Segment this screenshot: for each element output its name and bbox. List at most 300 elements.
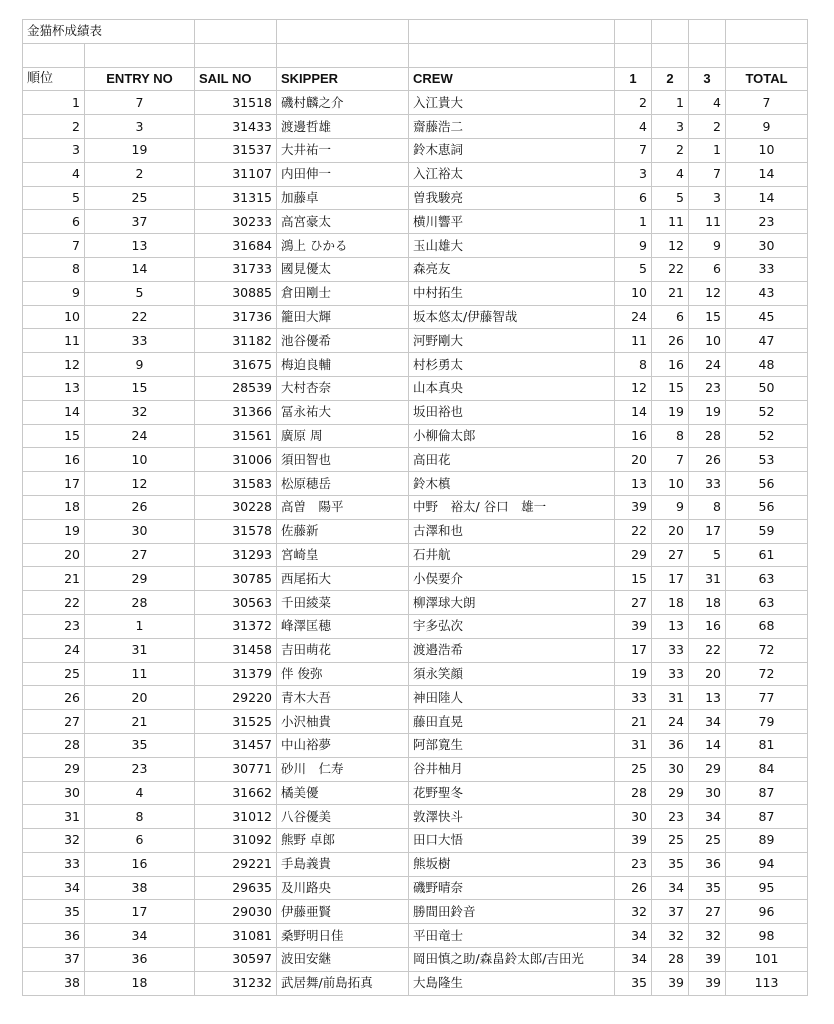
crew-cell[interactable]: 高田花 (409, 448, 615, 472)
skipper-cell[interactable]: 高宮豪太 (277, 210, 409, 234)
race-2-cell[interactable]: 37 (652, 900, 689, 924)
total-cell[interactable]: 14 (726, 186, 808, 210)
race-1-cell[interactable]: 34 (615, 948, 652, 972)
header-rank[interactable]: 順位 (23, 67, 85, 91)
total-cell[interactable]: 61 (726, 543, 808, 567)
race-1-cell[interactable]: 35 (615, 971, 652, 995)
race-2-cell[interactable]: 18 (652, 591, 689, 615)
race-3-cell[interactable]: 19 (689, 400, 726, 424)
crew-cell[interactable]: 小俣要介 (409, 567, 615, 591)
skipper-cell[interactable]: 須田智也 (277, 448, 409, 472)
entry-no-cell[interactable]: 1 (85, 614, 195, 638)
entry-no-cell[interactable]: 5 (85, 281, 195, 305)
race-3-cell[interactable]: 14 (689, 733, 726, 757)
skipper-cell[interactable]: 西尾拓大 (277, 567, 409, 591)
race-3-cell[interactable]: 17 (689, 519, 726, 543)
total-cell[interactable]: 87 (726, 805, 808, 829)
crew-cell[interactable]: 田口大悟 (409, 829, 615, 853)
total-cell[interactable]: 52 (726, 424, 808, 448)
race-2-cell[interactable]: 28 (652, 948, 689, 972)
race-2-cell[interactable]: 9 (652, 495, 689, 519)
crew-cell[interactable]: 坂田裕也 (409, 400, 615, 424)
sail-no-cell[interactable]: 31457 (195, 733, 277, 757)
sail-no-cell[interactable]: 31733 (195, 257, 277, 281)
race-2-cell[interactable]: 35 (652, 852, 689, 876)
total-cell[interactable]: 45 (726, 305, 808, 329)
crew-cell[interactable]: 坂本悠太/伊藤智哉 (409, 305, 615, 329)
race-3-cell[interactable]: 3 (689, 186, 726, 210)
sail-no-cell[interactable]: 31458 (195, 638, 277, 662)
race-3-cell[interactable]: 18 (689, 591, 726, 615)
race-1-cell[interactable]: 32 (615, 900, 652, 924)
race-1-cell[interactable]: 33 (615, 686, 652, 710)
empty-cell[interactable] (195, 43, 277, 67)
header-race-3[interactable]: 3 (689, 67, 726, 91)
race-1-cell[interactable]: 3 (615, 162, 652, 186)
header-race-1[interactable]: 1 (615, 67, 652, 91)
total-cell[interactable]: 56 (726, 472, 808, 496)
race-1-cell[interactable]: 30 (615, 805, 652, 829)
sail-no-cell[interactable]: 31293 (195, 543, 277, 567)
entry-no-cell[interactable]: 35 (85, 733, 195, 757)
sail-no-cell[interactable]: 31232 (195, 971, 277, 995)
empty-cell[interactable] (689, 20, 726, 44)
race-1-cell[interactable]: 21 (615, 710, 652, 734)
crew-cell[interactable]: 玉山雄大 (409, 234, 615, 258)
sail-no-cell[interactable]: 31315 (195, 186, 277, 210)
race-2-cell[interactable]: 36 (652, 733, 689, 757)
total-cell[interactable]: 59 (726, 519, 808, 543)
crew-cell[interactable]: 平田竜士 (409, 924, 615, 948)
header-total[interactable]: TOTAL (726, 67, 808, 91)
race-1-cell[interactable]: 27 (615, 591, 652, 615)
race-1-cell[interactable]: 39 (615, 614, 652, 638)
race-3-cell[interactable]: 34 (689, 710, 726, 734)
sail-no-cell[interactable]: 31012 (195, 805, 277, 829)
entry-no-cell[interactable]: 18 (85, 971, 195, 995)
rank-cell[interactable]: 17 (23, 472, 85, 496)
rank-cell[interactable]: 36 (23, 924, 85, 948)
race-3-cell[interactable]: 11 (689, 210, 726, 234)
sail-no-cell[interactable]: 30597 (195, 948, 277, 972)
sail-no-cell[interactable]: 31736 (195, 305, 277, 329)
rank-cell[interactable]: 20 (23, 543, 85, 567)
sail-no-cell[interactable]: 31583 (195, 472, 277, 496)
sail-no-cell[interactable]: 31081 (195, 924, 277, 948)
empty-cell[interactable] (726, 20, 808, 44)
header-crew[interactable]: CREW (409, 67, 615, 91)
rank-cell[interactable]: 6 (23, 210, 85, 234)
crew-cell[interactable]: 山本真央 (409, 376, 615, 400)
race-3-cell[interactable]: 2 (689, 115, 726, 139)
rank-cell[interactable]: 2 (23, 115, 85, 139)
sail-no-cell[interactable]: 31182 (195, 329, 277, 353)
crew-cell[interactable]: 藤田直晃 (409, 710, 615, 734)
entry-no-cell[interactable]: 26 (85, 495, 195, 519)
crew-cell[interactable]: 大島隆生 (409, 971, 615, 995)
total-cell[interactable]: 48 (726, 353, 808, 377)
skipper-cell[interactable]: 小沢柚貴 (277, 710, 409, 734)
total-cell[interactable]: 7 (726, 91, 808, 115)
sheet-title[interactable]: 金猫杯成績表 (23, 20, 195, 44)
crew-cell[interactable]: 須永笑顔 (409, 662, 615, 686)
skipper-cell[interactable]: 千田綾菜 (277, 591, 409, 615)
skipper-cell[interactable]: 池谷優希 (277, 329, 409, 353)
crew-cell[interactable]: 中村拓生 (409, 281, 615, 305)
skipper-cell[interactable]: 砂川 仁寿 (277, 757, 409, 781)
entry-no-cell[interactable]: 23 (85, 757, 195, 781)
rank-cell[interactable]: 35 (23, 900, 85, 924)
empty-cell[interactable] (689, 43, 726, 67)
entry-no-cell[interactable]: 32 (85, 400, 195, 424)
entry-no-cell[interactable]: 22 (85, 305, 195, 329)
race-2-cell[interactable]: 22 (652, 257, 689, 281)
sail-no-cell[interactable]: 31379 (195, 662, 277, 686)
crew-cell[interactable]: 磯野晴奈 (409, 876, 615, 900)
rank-cell[interactable]: 31 (23, 805, 85, 829)
rank-cell[interactable]: 30 (23, 781, 85, 805)
entry-no-cell[interactable]: 24 (85, 424, 195, 448)
race-2-cell[interactable]: 21 (652, 281, 689, 305)
total-cell[interactable]: 68 (726, 614, 808, 638)
total-cell[interactable]: 47 (726, 329, 808, 353)
rank-cell[interactable]: 23 (23, 614, 85, 638)
total-cell[interactable]: 101 (726, 948, 808, 972)
empty-cell[interactable] (85, 43, 195, 67)
race-2-cell[interactable]: 20 (652, 519, 689, 543)
rank-cell[interactable]: 34 (23, 876, 85, 900)
sail-no-cell[interactable]: 28539 (195, 376, 277, 400)
crew-cell[interactable]: 鈴木槙 (409, 472, 615, 496)
skipper-cell[interactable]: 波田安継 (277, 948, 409, 972)
skipper-cell[interactable]: 國見優太 (277, 257, 409, 281)
rank-cell[interactable]: 3 (23, 138, 85, 162)
entry-no-cell[interactable]: 27 (85, 543, 195, 567)
total-cell[interactable]: 14 (726, 162, 808, 186)
race-2-cell[interactable]: 13 (652, 614, 689, 638)
total-cell[interactable]: 63 (726, 591, 808, 615)
skipper-cell[interactable]: 籠田大輝 (277, 305, 409, 329)
race-3-cell[interactable]: 16 (689, 614, 726, 638)
skipper-cell[interactable]: 内田伸一 (277, 162, 409, 186)
empty-cell[interactable] (277, 20, 409, 44)
race-3-cell[interactable]: 4 (689, 91, 726, 115)
race-3-cell[interactable]: 39 (689, 971, 726, 995)
crew-cell[interactable]: 石井航 (409, 543, 615, 567)
rank-cell[interactable]: 12 (23, 353, 85, 377)
race-2-cell[interactable]: 7 (652, 448, 689, 472)
sail-no-cell[interactable]: 31092 (195, 829, 277, 853)
race-1-cell[interactable]: 1 (615, 210, 652, 234)
race-1-cell[interactable]: 26 (615, 876, 652, 900)
rank-cell[interactable]: 5 (23, 186, 85, 210)
race-2-cell[interactable]: 8 (652, 424, 689, 448)
rank-cell[interactable]: 29 (23, 757, 85, 781)
total-cell[interactable]: 87 (726, 781, 808, 805)
total-cell[interactable]: 79 (726, 710, 808, 734)
rank-cell[interactable]: 38 (23, 971, 85, 995)
crew-cell[interactable]: 小柳倫太郎 (409, 424, 615, 448)
race-1-cell[interactable]: 17 (615, 638, 652, 662)
rank-cell[interactable]: 10 (23, 305, 85, 329)
sail-no-cell[interactable]: 31537 (195, 138, 277, 162)
sail-no-cell[interactable]: 30563 (195, 591, 277, 615)
race-1-cell[interactable]: 19 (615, 662, 652, 686)
total-cell[interactable]: 94 (726, 852, 808, 876)
rank-cell[interactable]: 21 (23, 567, 85, 591)
crew-cell[interactable]: 柳澤球大朗 (409, 591, 615, 615)
crew-cell[interactable]: 岡田慎之助/森畠鈴太郎/吉田光 (409, 948, 615, 972)
rank-cell[interactable]: 9 (23, 281, 85, 305)
rank-cell[interactable]: 16 (23, 448, 85, 472)
entry-no-cell[interactable]: 6 (85, 829, 195, 853)
header-skipper[interactable]: SKIPPER (277, 67, 409, 91)
race-2-cell[interactable]: 26 (652, 329, 689, 353)
race-1-cell[interactable]: 20 (615, 448, 652, 472)
race-3-cell[interactable]: 5 (689, 543, 726, 567)
race-2-cell[interactable]: 1 (652, 91, 689, 115)
rank-cell[interactable]: 19 (23, 519, 85, 543)
total-cell[interactable]: 9 (726, 115, 808, 139)
rank-cell[interactable]: 15 (23, 424, 85, 448)
total-cell[interactable]: 98 (726, 924, 808, 948)
total-cell[interactable]: 81 (726, 733, 808, 757)
race-3-cell[interactable]: 31 (689, 567, 726, 591)
race-1-cell[interactable]: 15 (615, 567, 652, 591)
skipper-cell[interactable]: 峰澤匡穂 (277, 614, 409, 638)
sail-no-cell[interactable]: 29030 (195, 900, 277, 924)
race-2-cell[interactable]: 39 (652, 971, 689, 995)
race-3-cell[interactable]: 36 (689, 852, 726, 876)
race-1-cell[interactable]: 16 (615, 424, 652, 448)
race-1-cell[interactable]: 11 (615, 329, 652, 353)
sail-no-cell[interactable]: 31372 (195, 614, 277, 638)
empty-cell[interactable] (23, 43, 85, 67)
race-3-cell[interactable]: 35 (689, 876, 726, 900)
race-1-cell[interactable]: 10 (615, 281, 652, 305)
crew-cell[interactable]: 河野剛大 (409, 329, 615, 353)
entry-no-cell[interactable]: 37 (85, 210, 195, 234)
race-3-cell[interactable]: 39 (689, 948, 726, 972)
sail-no-cell[interactable]: 30228 (195, 495, 277, 519)
race-3-cell[interactable]: 30 (689, 781, 726, 805)
race-3-cell[interactable]: 12 (689, 281, 726, 305)
entry-no-cell[interactable]: 30 (85, 519, 195, 543)
race-2-cell[interactable]: 2 (652, 138, 689, 162)
race-1-cell[interactable]: 23 (615, 852, 652, 876)
race-1-cell[interactable]: 6 (615, 186, 652, 210)
skipper-cell[interactable]: 吉田萌花 (277, 638, 409, 662)
entry-no-cell[interactable]: 38 (85, 876, 195, 900)
total-cell[interactable]: 77 (726, 686, 808, 710)
rank-cell[interactable]: 33 (23, 852, 85, 876)
skipper-cell[interactable]: 加藤卓 (277, 186, 409, 210)
entry-no-cell[interactable]: 4 (85, 781, 195, 805)
sail-no-cell[interactable]: 31107 (195, 162, 277, 186)
race-3-cell[interactable]: 23 (689, 376, 726, 400)
skipper-cell[interactable]: 倉田剛士 (277, 281, 409, 305)
sail-no-cell[interactable]: 31433 (195, 115, 277, 139)
entry-no-cell[interactable]: 13 (85, 234, 195, 258)
entry-no-cell[interactable]: 19 (85, 138, 195, 162)
race-3-cell[interactable]: 33 (689, 472, 726, 496)
race-3-cell[interactable]: 1 (689, 138, 726, 162)
crew-cell[interactable]: 森亮友 (409, 257, 615, 281)
race-1-cell[interactable]: 28 (615, 781, 652, 805)
empty-cell[interactable] (195, 20, 277, 44)
sail-no-cell[interactable]: 31578 (195, 519, 277, 543)
total-cell[interactable]: 72 (726, 638, 808, 662)
rank-cell[interactable]: 26 (23, 686, 85, 710)
skipper-cell[interactable]: 熊野 卓郎 (277, 829, 409, 853)
race-2-cell[interactable]: 30 (652, 757, 689, 781)
race-1-cell[interactable]: 24 (615, 305, 652, 329)
race-2-cell[interactable]: 29 (652, 781, 689, 805)
crew-cell[interactable]: 村杉勇太 (409, 353, 615, 377)
race-2-cell[interactable]: 11 (652, 210, 689, 234)
total-cell[interactable]: 63 (726, 567, 808, 591)
crew-cell[interactable]: 阿部寛生 (409, 733, 615, 757)
header-sail-no[interactable]: SAIL NO (195, 67, 277, 91)
crew-cell[interactable]: 中野 裕太/ 谷口 雄一 (409, 495, 615, 519)
empty-cell[interactable] (615, 20, 652, 44)
skipper-cell[interactable]: 渡邊哲雄 (277, 115, 409, 139)
entry-no-cell[interactable]: 7 (85, 91, 195, 115)
crew-cell[interactable]: 渡邉浩希 (409, 638, 615, 662)
skipper-cell[interactable]: 八谷優美 (277, 805, 409, 829)
sail-no-cell[interactable]: 30771 (195, 757, 277, 781)
race-2-cell[interactable]: 24 (652, 710, 689, 734)
rank-cell[interactable]: 25 (23, 662, 85, 686)
race-3-cell[interactable]: 34 (689, 805, 726, 829)
rank-cell[interactable]: 13 (23, 376, 85, 400)
race-1-cell[interactable]: 34 (615, 924, 652, 948)
entry-no-cell[interactable]: 17 (85, 900, 195, 924)
entry-no-cell[interactable]: 20 (85, 686, 195, 710)
entry-no-cell[interactable]: 15 (85, 376, 195, 400)
sail-no-cell[interactable]: 31684 (195, 234, 277, 258)
skipper-cell[interactable]: 桑野明日佳 (277, 924, 409, 948)
race-3-cell[interactable]: 22 (689, 638, 726, 662)
crew-cell[interactable]: 宇多弘次 (409, 614, 615, 638)
race-3-cell[interactable]: 27 (689, 900, 726, 924)
entry-no-cell[interactable]: 9 (85, 353, 195, 377)
race-2-cell[interactable]: 15 (652, 376, 689, 400)
entry-no-cell[interactable]: 36 (85, 948, 195, 972)
skipper-cell[interactable]: 高曽 陽平 (277, 495, 409, 519)
race-1-cell[interactable]: 22 (615, 519, 652, 543)
entry-no-cell[interactable]: 8 (85, 805, 195, 829)
race-1-cell[interactable]: 5 (615, 257, 652, 281)
skipper-cell[interactable]: 大井祐一 (277, 138, 409, 162)
entry-no-cell[interactable]: 14 (85, 257, 195, 281)
race-1-cell[interactable]: 25 (615, 757, 652, 781)
crew-cell[interactable]: 入江貴大 (409, 91, 615, 115)
race-2-cell[interactable]: 17 (652, 567, 689, 591)
race-2-cell[interactable]: 19 (652, 400, 689, 424)
total-cell[interactable]: 23 (726, 210, 808, 234)
rank-cell[interactable]: 1 (23, 91, 85, 115)
race-3-cell[interactable]: 24 (689, 353, 726, 377)
total-cell[interactable]: 89 (726, 829, 808, 853)
rank-cell[interactable]: 37 (23, 948, 85, 972)
rank-cell[interactable]: 14 (23, 400, 85, 424)
crew-cell[interactable]: 鈴木恵詞 (409, 138, 615, 162)
race-2-cell[interactable]: 27 (652, 543, 689, 567)
crew-cell[interactable]: 花野聖冬 (409, 781, 615, 805)
sail-no-cell[interactable]: 30785 (195, 567, 277, 591)
skipper-cell[interactable]: 青木大吾 (277, 686, 409, 710)
empty-cell[interactable] (409, 43, 615, 67)
empty-cell[interactable] (409, 20, 615, 44)
race-2-cell[interactable]: 6 (652, 305, 689, 329)
total-cell[interactable]: 43 (726, 281, 808, 305)
skipper-cell[interactable]: 冨永祐大 (277, 400, 409, 424)
empty-cell[interactable] (277, 43, 409, 67)
race-1-cell[interactable]: 9 (615, 234, 652, 258)
entry-no-cell[interactable]: 10 (85, 448, 195, 472)
race-2-cell[interactable]: 12 (652, 234, 689, 258)
race-1-cell[interactable]: 14 (615, 400, 652, 424)
rank-cell[interactable]: 27 (23, 710, 85, 734)
race-2-cell[interactable]: 3 (652, 115, 689, 139)
skipper-cell[interactable]: 松原穂岳 (277, 472, 409, 496)
entry-no-cell[interactable]: 12 (85, 472, 195, 496)
race-1-cell[interactable]: 39 (615, 829, 652, 853)
crew-cell[interactable]: 曽我駿亮 (409, 186, 615, 210)
sail-no-cell[interactable]: 29221 (195, 852, 277, 876)
rank-cell[interactable]: 24 (23, 638, 85, 662)
total-cell[interactable]: 53 (726, 448, 808, 472)
sail-no-cell[interactable]: 30885 (195, 281, 277, 305)
entry-no-cell[interactable]: 16 (85, 852, 195, 876)
race-1-cell[interactable]: 29 (615, 543, 652, 567)
race-1-cell[interactable]: 4 (615, 115, 652, 139)
rank-cell[interactable]: 18 (23, 495, 85, 519)
race-2-cell[interactable]: 25 (652, 829, 689, 853)
race-3-cell[interactable]: 9 (689, 234, 726, 258)
race-2-cell[interactable]: 4 (652, 162, 689, 186)
rank-cell[interactable]: 32 (23, 829, 85, 853)
skipper-cell[interactable]: 橘美優 (277, 781, 409, 805)
race-2-cell[interactable]: 10 (652, 472, 689, 496)
race-1-cell[interactable]: 8 (615, 353, 652, 377)
entry-no-cell[interactable]: 31 (85, 638, 195, 662)
race-1-cell[interactable]: 39 (615, 495, 652, 519)
rank-cell[interactable]: 8 (23, 257, 85, 281)
entry-no-cell[interactable]: 28 (85, 591, 195, 615)
race-3-cell[interactable]: 32 (689, 924, 726, 948)
skipper-cell[interactable]: 及川路央 (277, 876, 409, 900)
rank-cell[interactable]: 11 (23, 329, 85, 353)
empty-cell[interactable] (615, 43, 652, 67)
skipper-cell[interactable]: 梅迫良輔 (277, 353, 409, 377)
sail-no-cell[interactable]: 31006 (195, 448, 277, 472)
race-3-cell[interactable]: 26 (689, 448, 726, 472)
empty-cell[interactable] (652, 20, 689, 44)
race-1-cell[interactable]: 13 (615, 472, 652, 496)
race-3-cell[interactable]: 25 (689, 829, 726, 853)
race-3-cell[interactable]: 15 (689, 305, 726, 329)
sail-no-cell[interactable]: 31518 (195, 91, 277, 115)
crew-cell[interactable]: 熊坂樹 (409, 852, 615, 876)
skipper-cell[interactable]: 鴻上 ひかる (277, 234, 409, 258)
skipper-cell[interactable]: 伴 俊弥 (277, 662, 409, 686)
empty-cell[interactable] (652, 43, 689, 67)
crew-cell[interactable]: 勝間田鈴音 (409, 900, 615, 924)
crew-cell[interactable]: 入江裕太 (409, 162, 615, 186)
entry-no-cell[interactable]: 33 (85, 329, 195, 353)
